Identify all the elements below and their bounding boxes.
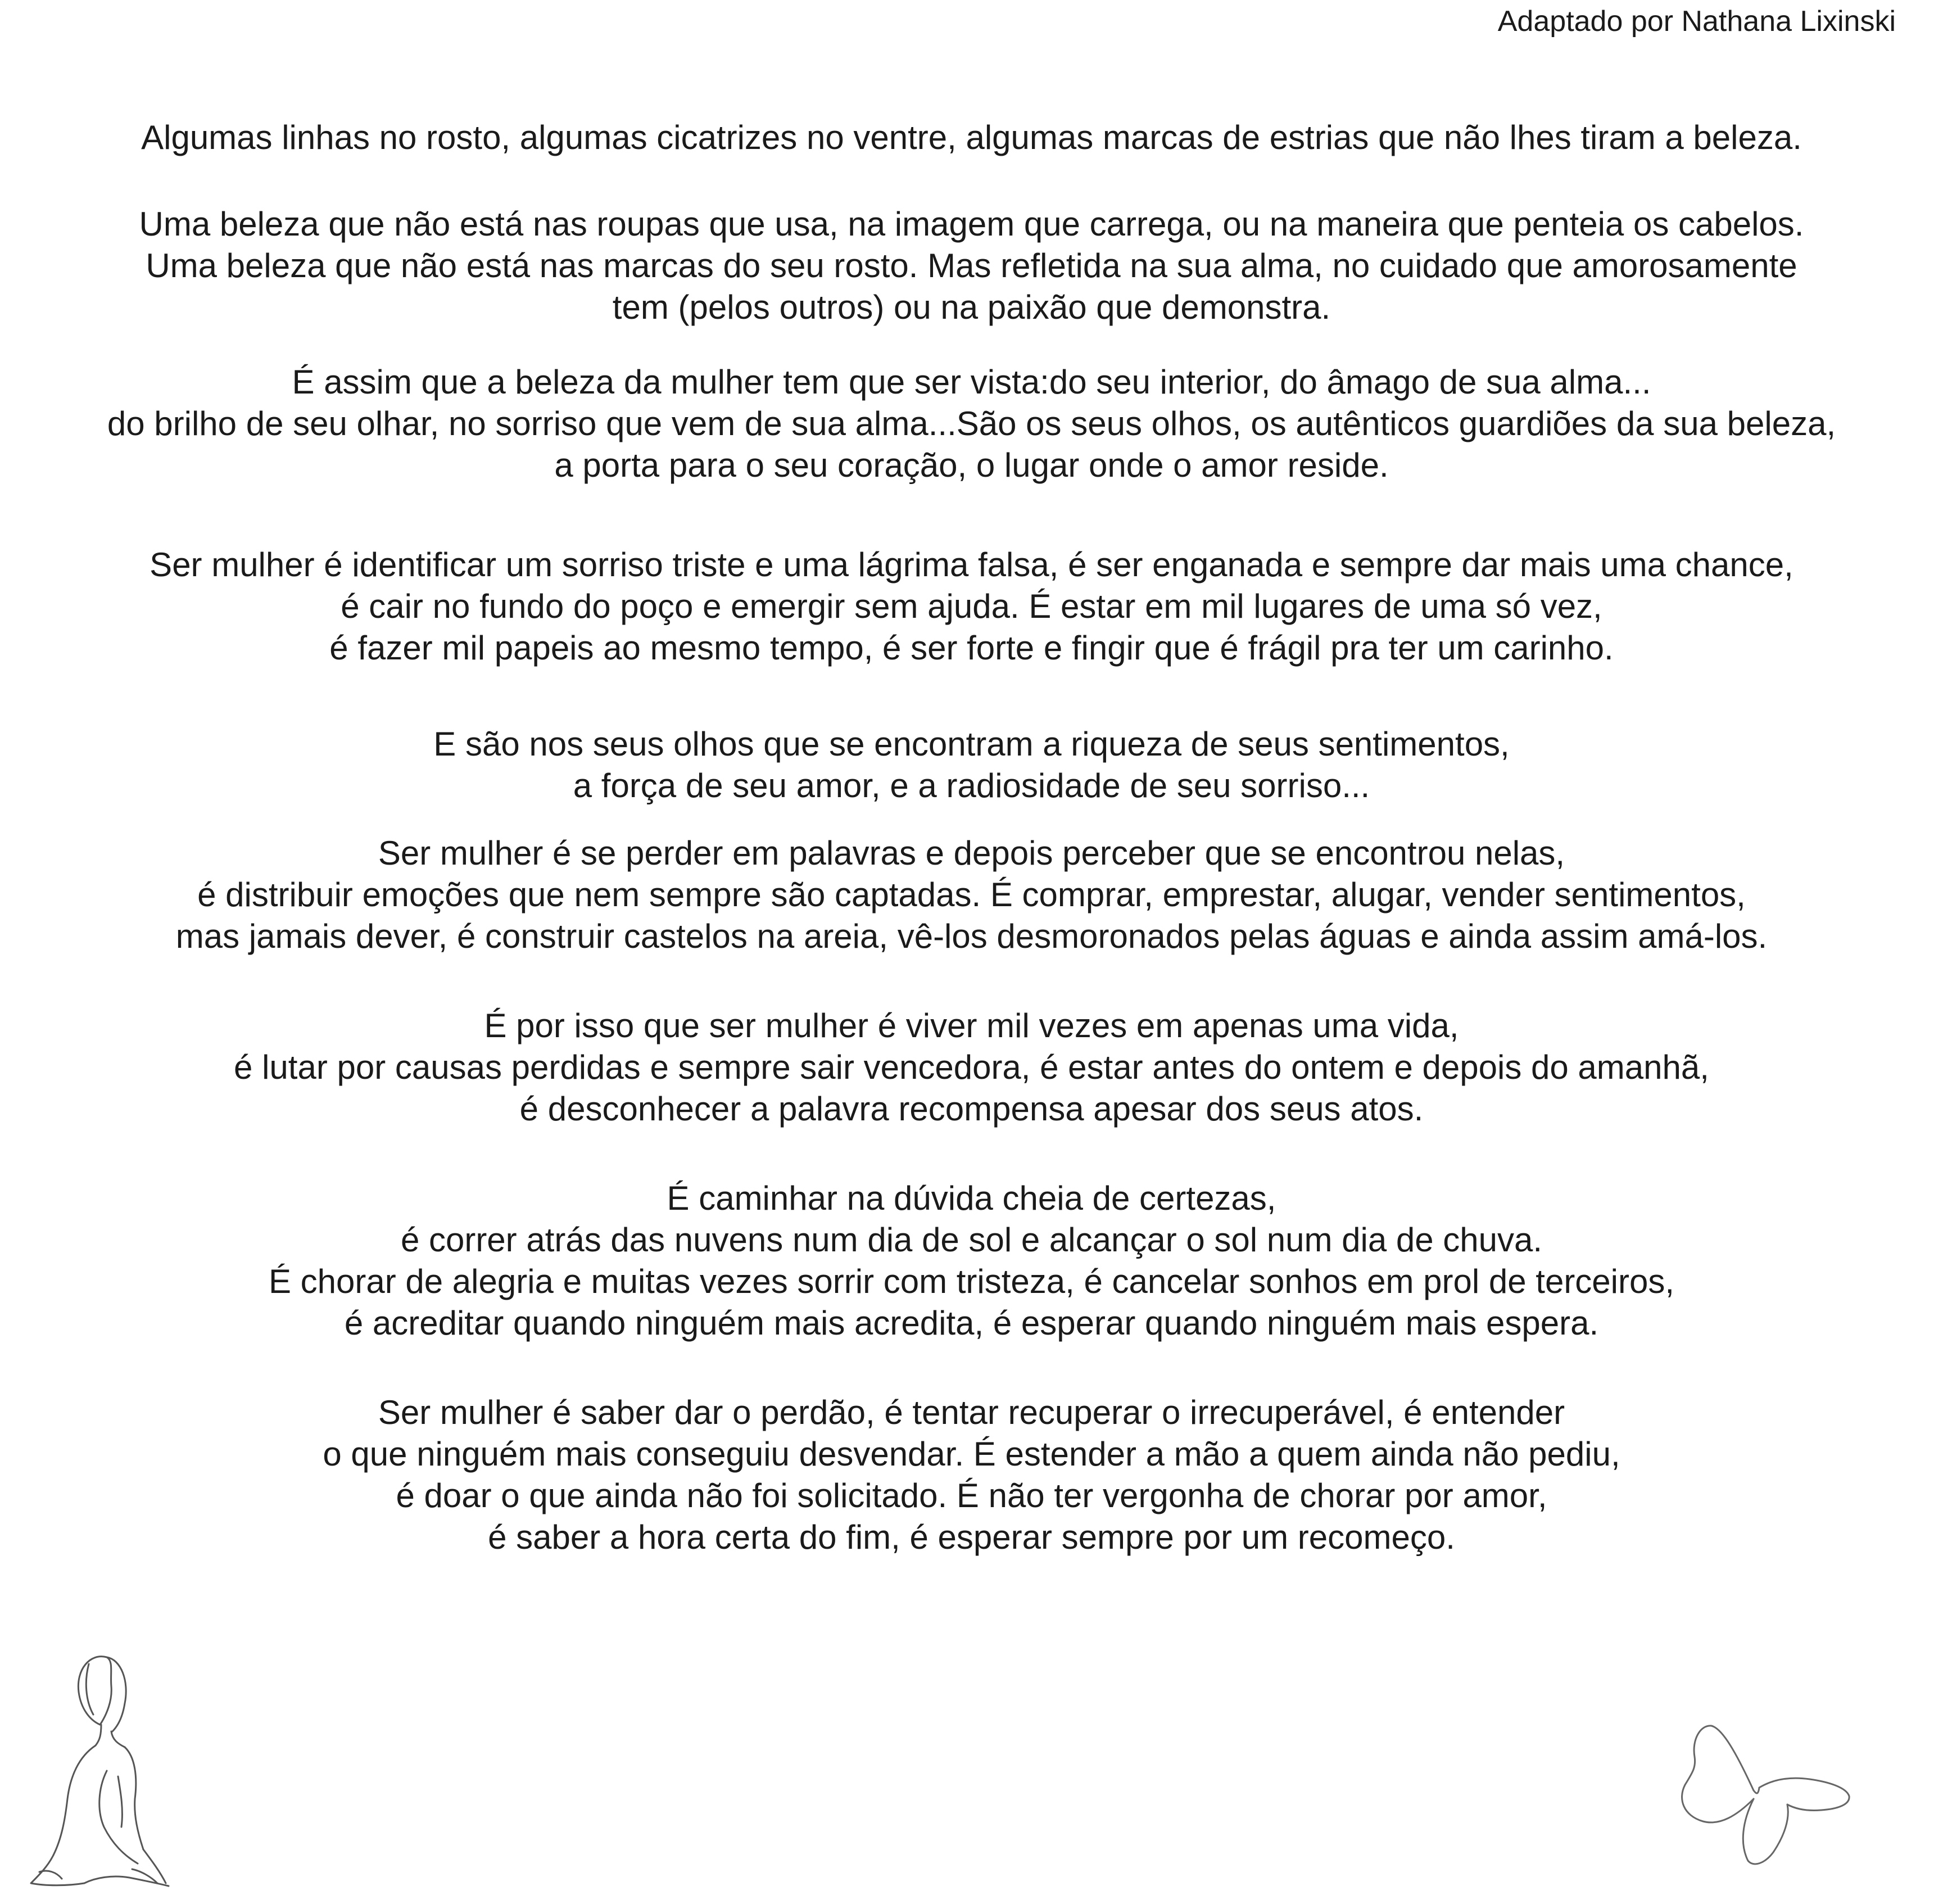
stanza-7 (0, 1005, 1943, 1130)
poem-line: Uma beleza que não está nas roupas que usa, na imagem que carrega, ou na maneira que penteia os cabelos. (139, 205, 1804, 243)
butterfly-outline-icon (1669, 1720, 1855, 1872)
poem-line: Ser mulher é se perder em palavras e depois perceber que se encontrou nelas, (378, 834, 1565, 872)
poem-line: E são nos seus olhos que se encontram a riqueza de seus sentimentos, (433, 725, 1510, 763)
poem-line: é fazer mil papeis ao mesmo tempo, é ser forte e fingir que é frágil pra ter um carinho. (329, 629, 1614, 667)
poem-line: É chorar de alegria e muitas vezes sorrir com tristeza, é cancelar sonhos em prol de terceiros, (268, 1263, 1675, 1300)
poem-line: é lutar por causas perdidas e sempre sair vencedora, é estar antes do ontem e depois do amanhã, (234, 1048, 1709, 1086)
poem-line: Algumas linhas no rosto, algumas cicatrizes no ventre, algumas marcas de estrias que não lhes tiram a beleza. (141, 119, 1802, 156)
stanza-5 (0, 723, 1943, 807)
stanza-8 (0, 1178, 1943, 1344)
attribution: Adaptado por Nathana Lixinski (1497, 5, 1896, 38)
poem-line: Uma beleza que não está nas marcas do seu rosto. Mas refletida na sua alma, no cuidado que amorosamente (146, 247, 1797, 284)
poem-line: É caminhar na dúvida cheia de certezas, (667, 1179, 1276, 1217)
poem-line: o que ninguém mais conseguiu desvendar. É estender a mão a quem ainda não pediu, (323, 1435, 1620, 1473)
stanza-1 (0, 117, 1943, 159)
poem-line: é correr atrás das nuvens num dia de sol e alcançar o sol num dia de chuva. (400, 1221, 1543, 1259)
poem-line: é distribuir emoções que nem sempre são captadas. É comprar, emprestar, alugar, vender sentimentos, (197, 876, 1746, 913)
poem-line: Ser mulher é identificar um sorriso triste e uma lágrima falsa, é ser enganada e sempre dar mais uma chance, (150, 546, 1793, 584)
poem-line: É por isso que ser mulher é viver mil vezes em apenas uma vida, (484, 1007, 1459, 1044)
stanza-6 (0, 833, 1943, 957)
poem-line: é cair no fundo do poço e emergir sem ajuda. É estar em mil lugares de uma só vez, (341, 587, 1602, 625)
poem-line: a porta para o seu coração, o lugar onde o amor reside. (554, 446, 1389, 484)
poem-line: Ser mulher é saber dar o perdão, é tentar recuperar o irrecuperável, é entender (378, 1394, 1565, 1431)
poem-line: é doar o que ainda não foi solicitado. É não ter vergonha de chorar por amor, (396, 1477, 1547, 1514)
poem-line: mas jamais dever, é construir castelos na areia, vê-los desmoronados pelas águas e ainda assim amá-los. (175, 917, 1768, 955)
poem-line: é saber a hora certa do fim, é esperar sempre por um recomeço. (488, 1518, 1455, 1556)
poem-line: é acreditar quando ninguém mais acredita, é esperar quando ninguém mais espera. (344, 1304, 1599, 1342)
poem-line: É assim que a beleza da mulher tem que ser vista:do seu interior, do âmago de sua alma... (292, 363, 1651, 401)
stanza-4 (0, 544, 1943, 669)
poem-line: a força de seu amor, e a radiosidade de seu sorriso... (573, 767, 1370, 804)
poem-line: tem (pelos outros) ou na paixão que demonstra. (612, 288, 1331, 326)
poem-line: é desconhecer a palavra recompensa apesar dos seus atos. (519, 1090, 1424, 1128)
kneeling-woman-line-drawing-icon (22, 1647, 180, 1894)
stanza-3 (0, 361, 1943, 486)
stanza-2 (0, 203, 1943, 328)
stanza-9 (0, 1392, 1943, 1558)
poem-line: do brilho de seu olhar, no sorriso que vem de sua alma...São os seus olhos, os autênticos guardiões da sua beleza, (107, 405, 1836, 442)
